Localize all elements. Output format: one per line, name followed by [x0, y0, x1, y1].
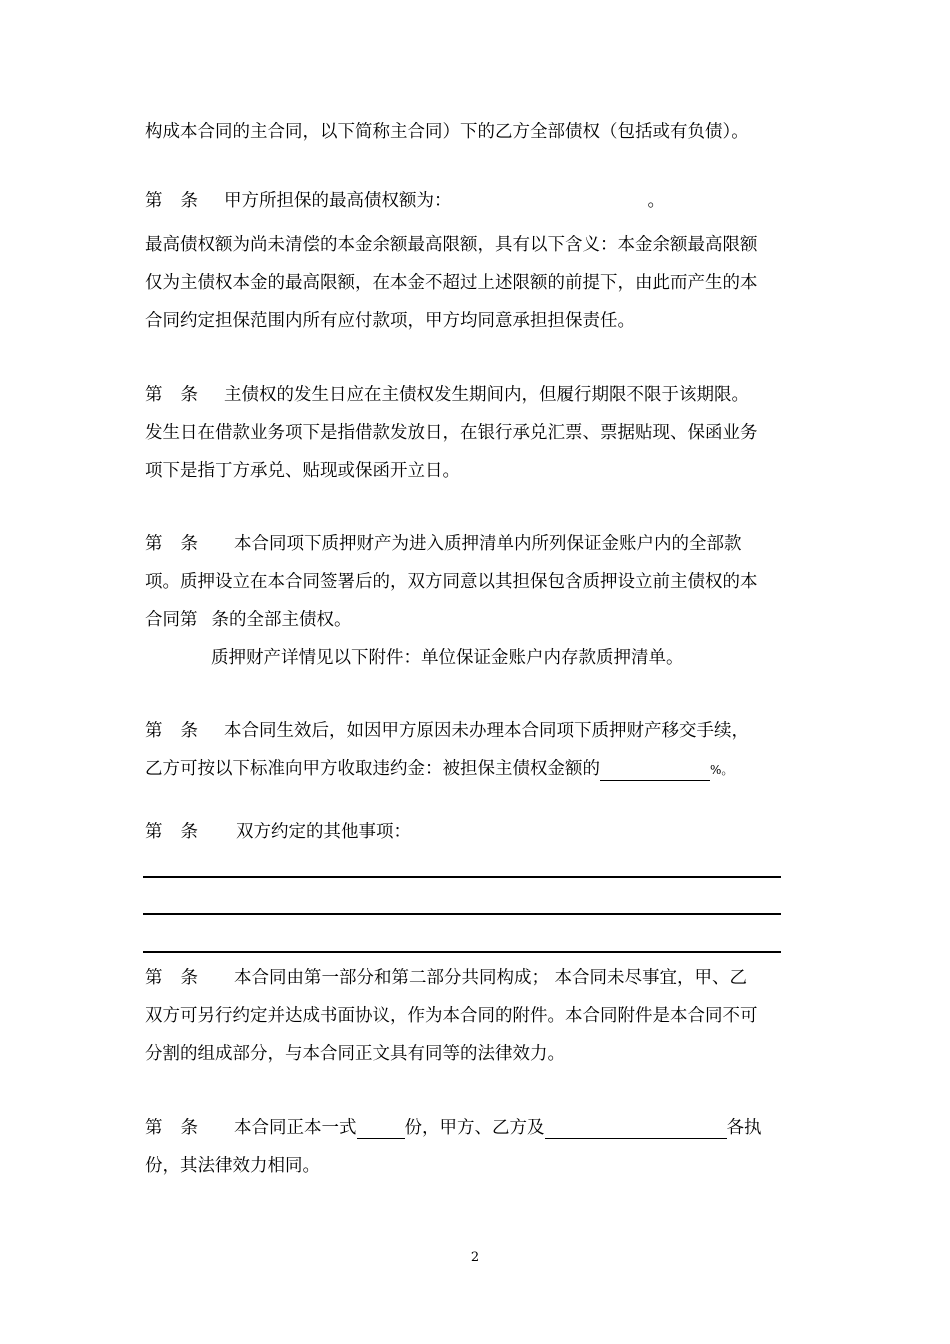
article-text: 各执 [726, 1118, 762, 1138]
article-text: 本合同正本一式 [234, 1118, 357, 1138]
text: 项。质押设立在本合同签署后的，双方同意以其担保包含质押设立前主债权的本 [145, 572, 758, 592]
article-label: 条 [180, 968, 198, 988]
blank-line[interactable] [143, 951, 781, 953]
article-label: 第 [145, 968, 163, 988]
text: 仅为主债权本金的最高限额，在本金不超过上述限额的前提下，由此而产生的本 [145, 273, 758, 293]
article-label: 第 [145, 822, 163, 842]
article-label: 第 [145, 191, 163, 211]
text: 发生日在借款业务项下是指借款发放日，在银行承兑汇票、票据贴现、保函业务 [145, 423, 758, 443]
paragraph-line [145, 609, 352, 631]
article-heading [145, 384, 749, 406]
paragraph-line [145, 422, 758, 444]
article-text: 份，甲方、乙方及 [404, 1118, 545, 1138]
article-label: 条 [180, 1118, 198, 1138]
paragraph-line [145, 571, 758, 593]
paragraph-line [211, 647, 684, 669]
text: 合同第 [145, 610, 198, 630]
article-text: 主债权的发生日应在主债权发生期间内，但履行期限不限于该期限。 [224, 385, 749, 405]
paragraph-line [145, 1043, 565, 1065]
article-label: 条 [180, 822, 198, 842]
article-label: 第 [145, 1118, 163, 1138]
paragraph-line [145, 1155, 320, 1177]
article-heading [145, 720, 749, 742]
text: 条的全部主债权。 [211, 610, 352, 630]
text: 分割的组成部分，与本合同正文具有同等的法律效力。 [145, 1044, 565, 1064]
article-text: 甲方所担保的最高债权额为： [224, 191, 452, 211]
article-heading [145, 967, 747, 989]
text: 双方可另行约定并达成书面协议，作为本合同的附件。本合同附件是本合同不可 [145, 1006, 758, 1026]
paragraph-line [145, 310, 635, 332]
article-heading [145, 821, 411, 843]
text: 构成本合同的主合同，以下简称主合同）下的乙方全部债权（包括或有负债）。 [145, 122, 749, 142]
article-text: 双方约定的其他事项： [236, 822, 411, 842]
paragraph-line [145, 234, 758, 256]
text: 项下是指丁方承兑、贴现或保函开立日。 [145, 461, 460, 481]
blank-line[interactable] [143, 876, 781, 878]
text: 份，其法律效力相同。 [145, 1156, 320, 1176]
article-label: 条 [180, 534, 198, 554]
text: 合同约定担保范围内所有应付款项，甲方均同意承担担保责任。 [145, 311, 635, 331]
article-text: 本合同项下质押财产为进入质押清单内所列保证金账户内的全部款 [234, 534, 742, 554]
other-party-blank[interactable] [545, 1118, 727, 1139]
copies-count-blank[interactable] [357, 1118, 405, 1139]
article-text: 本合同生效后，如因甲方原因未办理本合同项下质押财产移交手续， [224, 721, 749, 741]
text: 乙方可按以下标准向甲方收取违约金：被担保主债权金额的 [145, 759, 600, 779]
blank-line[interactable] [143, 913, 781, 915]
article-heading [145, 190, 665, 212]
article-label: 第 [145, 534, 163, 554]
article-label: 第 [145, 385, 163, 405]
paragraph-line [145, 121, 749, 143]
article-label: 条 [180, 385, 198, 405]
article-label: 条 [180, 191, 198, 211]
article-label: 条 [180, 721, 198, 741]
text: 质押财产详情见以下附件：单位保证金账户内存款质押清单。 [211, 648, 684, 668]
article-heading [145, 1117, 762, 1139]
paragraph-line [145, 758, 733, 781]
article-label: 第 [145, 721, 163, 741]
penalty-rate-blank[interactable] [600, 760, 710, 781]
paragraph-line [145, 460, 460, 482]
article-heading [145, 533, 742, 555]
paragraph-line [145, 272, 758, 294]
text: %。 [710, 763, 734, 777]
paragraph-line [145, 1005, 758, 1027]
text: 。 [647, 191, 665, 211]
text: 最高债权额为尚未清偿的本金余额最高限额，具有以下含义：本金余额最高限额 [145, 235, 758, 255]
page-number: 2 [470, 1250, 480, 1265]
article-text: 本合同由第一部分和第二部分共同构成； 本合同未尽事宜，甲、乙 [234, 968, 748, 988]
